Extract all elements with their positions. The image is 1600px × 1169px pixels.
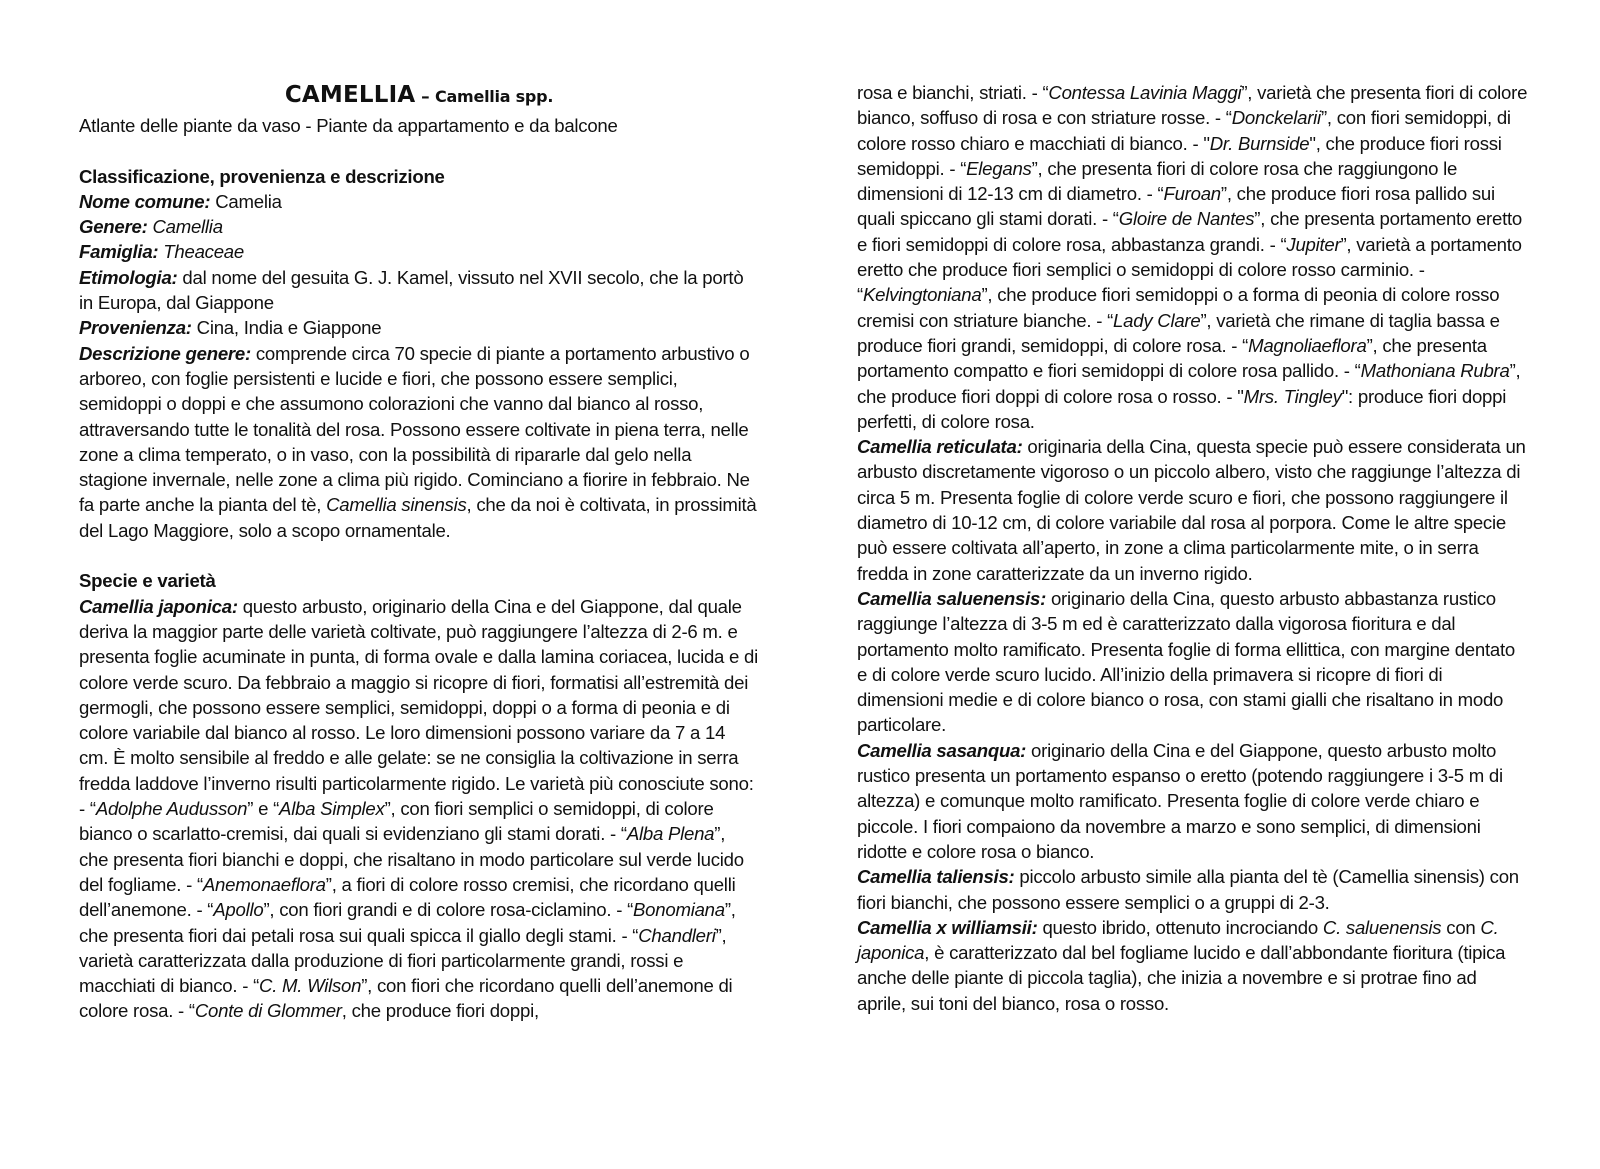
right-column xyxy=(857,80,1529,1016)
etymology-row xyxy=(79,265,759,316)
origin-row xyxy=(79,315,759,340)
variety-name: Jupiter xyxy=(1286,233,1341,255)
variety-text: ", che produce fiori rossi semidoppi. - “ xyxy=(857,132,1502,179)
williamsii-italic-1: C. saluenensis xyxy=(1322,916,1442,938)
variety-text: ”, con fiori grandi e di colore rosa-ciclamino. - “ xyxy=(263,899,634,921)
variety-name: Donckelarii xyxy=(1231,107,1321,129)
variety-text: ”, che presenta portamento eretto e fiori semidoppi di colore rosa, abbastanza grandi. - “ xyxy=(857,208,1523,255)
japonica-intro: questo arbusto, originario della Cina e del Giappone, dal quale deriva la maggior parte delle varietà coltivate, può raggiungere l’altezza di 2-6 m. e presenta foglie acuminate in punta, di forma ovale e dalla lamina coriacea, lucida e di colore verde scuro. Da febbraio a maggio si ricopre di fiori, formatisi all’estremità dei germogli, che possono essere semplici, semidoppi, doppi o a forma di peonia e di colore variabile dal bianco al rosso. Le loro dimensioni possono variare da 7 a 14 cm. È molto sensibile al freddo e alle gelate: se ne consiglia la coltivazione in serra fredda laddove l’inverno risulti particolarmente rigido. Le varietà più conosciute sono: - “ xyxy=(79,595,759,820)
variety-name: Mrs. Tingley xyxy=(1243,385,1342,407)
reticulata-label: Camellia reticulata: xyxy=(857,436,1023,458)
variety-name: Kelvingtoniana xyxy=(862,284,982,306)
williamsii-italic-2: C. japonica xyxy=(857,916,1499,964)
common-name-label: Nome comune: xyxy=(79,190,211,212)
variety-text: ”, che presenta fiori dai petali rosa sui quali spicca il giallo degli stami. - “ xyxy=(79,899,736,946)
variety-text: ”, che presenta fiori bianchi e doppi, che risaltano in modo particolare sul verde lucido del fogliame. - “ xyxy=(79,823,744,895)
variety-text: ”, che produce fiori rosa pallido sui quali spiccano gli stami dorati. - “ xyxy=(857,183,1495,230)
sasanqua-text: originario della Cina e del Giappone, questo arbusto molto rustico presenta un portamento espanso o eretto (potendo raggiungere i 3-5 m di altezza) e comunque molto ramificato. Presenta foglie di colore verde chiaro e piccole. I fiori compaiono da novembre a marzo e sono semplici, di dimensioni ridotte e colore rosa o bianco. xyxy=(857,739,1503,862)
variety-text: ”, a fiori di colore rosso cremisi, che ricordano quelli dell’anemone. - “ xyxy=(79,873,736,921)
family-label: Famiglia: xyxy=(79,241,159,263)
variety-text: ”, varietà che rimane di taglia bassa e produce fiori grandi, semidoppi, di colore rosa. - “ xyxy=(857,309,1500,356)
variety-text-split: , che produce fiori doppi, xyxy=(341,1000,539,1022)
variety-name: Mathoniana Rubra xyxy=(1360,360,1510,382)
japonica-label: Camellia japonica: xyxy=(79,595,238,617)
genus-description xyxy=(79,341,759,543)
japonica-paragraph xyxy=(79,594,759,1024)
variety-text: ”, varietà che presenta fiori di colore bianco, soffuso di rosa e con striature rosse. - “ xyxy=(857,82,1528,129)
spacer xyxy=(79,138,759,163)
family-value: Theaceae xyxy=(158,241,244,263)
family-row xyxy=(79,239,759,264)
variety-text: ”, con fiori semplici o semidoppi, di colore bianco o scarlatto-cremisi, dai quali si evidenziano gli stami dorati. - “ xyxy=(79,798,714,845)
genus-description-label: Descrizione genere: xyxy=(79,342,251,364)
variety-name: Elegans xyxy=(966,157,1032,179)
saluenensis-label: Camellia saluenensis: xyxy=(857,587,1047,609)
reticulata-paragraph xyxy=(857,434,1529,586)
saluenensis-text: originario della Cina, questo arbusto abbastanza rustico raggiunge l’altezza di 3-5 m ed è caratterizzato dalla vigorosa fioritura e dal portamento molto ramificato. Presenta foglie di forma ellittica, con margine dentato e di colore verde scuro lucido. All’inizio della primavera si ricopre di fiori di dimensioni medie e di colore bianco o rosa, con stami gialli che risaltano in modo particolare. xyxy=(857,587,1516,736)
sasanqua-paragraph xyxy=(857,738,1529,864)
variety-name: Anemonaeflora xyxy=(202,873,326,895)
variety-text: ”, varietà caratterizzata dalla produzione di fiori particolarmente grandi, rossi e macchiati di bianco. - “ xyxy=(79,924,727,997)
variety-name: Lady Clare xyxy=(1113,309,1201,331)
genus-description-text-2: , che da noi è coltivata, in prossimità del Lago Maggiore, solo a scopo ornamentale. xyxy=(79,494,757,541)
williamsii-text-3: , è caratterizzato dal bel fogliame lucido e dall’abbondante fioritura (tipica anche delle piante di piccola taglia), che inizia a novembre e si protrae fino ad aprile, sui toni del bianco, rosa o rosso. xyxy=(857,942,1506,1014)
left-column xyxy=(79,80,759,1024)
title-main: CAMELLIA xyxy=(284,82,416,108)
variety-text: ”, che presenta portamento compatto e fiori semidoppi di colore rosa pallido. - “ xyxy=(857,334,1487,382)
taliensis-label: Camellia taliensis: xyxy=(857,866,1015,888)
title-latin: Camellia spp. xyxy=(435,87,554,106)
variety-name: Conte di Glommer xyxy=(194,1000,342,1022)
sasanqua-label: Camellia sasanqua: xyxy=(857,739,1027,761)
variety-text: ”, che produce fiori semidoppi o a forma di peonia di colore rosso cremisi con striature bianche. - “ xyxy=(857,284,1500,331)
variety-name: Apollo xyxy=(213,899,264,921)
title-separator: – xyxy=(415,87,435,107)
variety-text: ": produce fiori doppi perfetti, di colore rosa. xyxy=(857,385,1507,432)
classification-heading: Classificazione, provenienza e descrizione xyxy=(79,165,445,187)
common-name-value: Camelia xyxy=(210,190,282,212)
variety-name: Alba Plena xyxy=(626,823,715,845)
variety-name: Magnoliaeflora xyxy=(1248,334,1367,356)
variety-text: ” e “ xyxy=(247,798,280,820)
williamsii-text-1: questo ibrido, ottenuto incrociando xyxy=(1037,916,1323,938)
taliensis-text: piccolo arbusto simile alla pianta del tè (Camellia sinensis) con fiori bianchi, che possono essere semplici o a gruppi di 2-3. xyxy=(857,866,1519,913)
williamsii-paragraph xyxy=(857,915,1529,1016)
variety-text-continued: rosa e bianchi, striati. - “ xyxy=(857,82,1049,103)
variety-name: Contessa Lavinia Maggi xyxy=(1048,82,1242,103)
variety-name: Bonomiana xyxy=(633,899,725,921)
genus-value: Camellia xyxy=(147,216,223,238)
taliensis-paragraph xyxy=(857,864,1529,915)
variety-text: ”, che produce fiori doppi di colore rosa o rosso. - " xyxy=(857,360,1521,407)
common-name-row xyxy=(79,189,759,214)
genus-description-italic: Camellia sinensis xyxy=(326,494,467,516)
etymology-value: dal nome del gesuita G. J. Kamel, vissuto nel XVII secolo, che la portò in Europa, dal Giappone xyxy=(79,266,744,314)
williamsii-text-2: con xyxy=(1441,916,1481,938)
variety-name: Dr. Burnside xyxy=(1209,132,1310,154)
genus-description-text-1: comprende circa 70 specie di piante a portamento arbustivo o arboreo, con foglie persistenti e lucide e fiori, che possono essere semplici, semidoppi o doppi e che assumono colorazioni che vanno dal bianco al rosso, attraversando tutte le tonalità del rosa. Possono essere coltivate in piena terra, nelle zone a clima temperato, o in vaso, con la possibilità di ripararle dal gelo nella stagione invernale, nelle zone a clima più rigido. Cominciano a fiorire in febbraio. Ne fa parte anche la pianta del tè, xyxy=(79,342,750,516)
variety-text: ”, che presenta fiori di colore rosa che raggiungono le dimensioni di 12-13 cm di diametro. - “ xyxy=(857,157,1458,205)
spacer xyxy=(79,543,759,568)
origin-value: Cina, India e Giappone xyxy=(191,317,382,339)
variety-name: C. M. Wilson xyxy=(259,975,362,997)
williamsii-label: Camellia x williamsii: xyxy=(857,916,1038,938)
variety-name: Alba Simplex xyxy=(279,798,385,820)
subtitle: Atlante delle piante da vaso - Piante da appartamento e da balcone xyxy=(79,115,618,136)
variety-name: Furoan xyxy=(1163,183,1221,205)
genus-row xyxy=(79,214,759,239)
variety-name: Adolphe Audusson xyxy=(95,798,248,820)
japonica-paragraph-continued xyxy=(857,80,1529,434)
variety-text: ”, con fiori che ricordano quelli dell’anemone di colore rosa. - “ xyxy=(79,975,733,1022)
reticulata-text: originaria della Cina, questa specie può essere considerata un arbusto discretamente vigoroso o un piccolo albero, visto che raggiunge l’altezza di circa 5 m. Presenta foglie di colore verde scuro e fiori, che possono raggiungere il diametro di 10-12 cm, di colore variabile dal rosa al porpora. Come le altre specie può essere coltivata all’aperto, in zone a clima particolarmente mite, o in serra fredda in zone caratterizzate da un inverno rigido. xyxy=(857,436,1526,584)
genus-label: Genere: xyxy=(79,216,148,238)
variety-name: Chandleri xyxy=(638,924,716,946)
species-heading: Specie e varietà xyxy=(79,570,216,592)
variety-text: ”, con fiori semidoppi, di colore rosso chiaro e macchiati di bianco. - " xyxy=(857,107,1511,154)
etymology-label: Etimologia: xyxy=(79,266,178,288)
variety-name: Gloire de Nantes xyxy=(1118,208,1255,230)
origin-label: Provenienza: xyxy=(79,317,192,339)
saluenensis-paragraph xyxy=(857,586,1529,738)
variety-text: ”, varietà a portamento eretto che produce fiori semplici o semidoppi di colore rosso carminio. - “ xyxy=(857,233,1522,306)
page-title xyxy=(79,80,759,113)
